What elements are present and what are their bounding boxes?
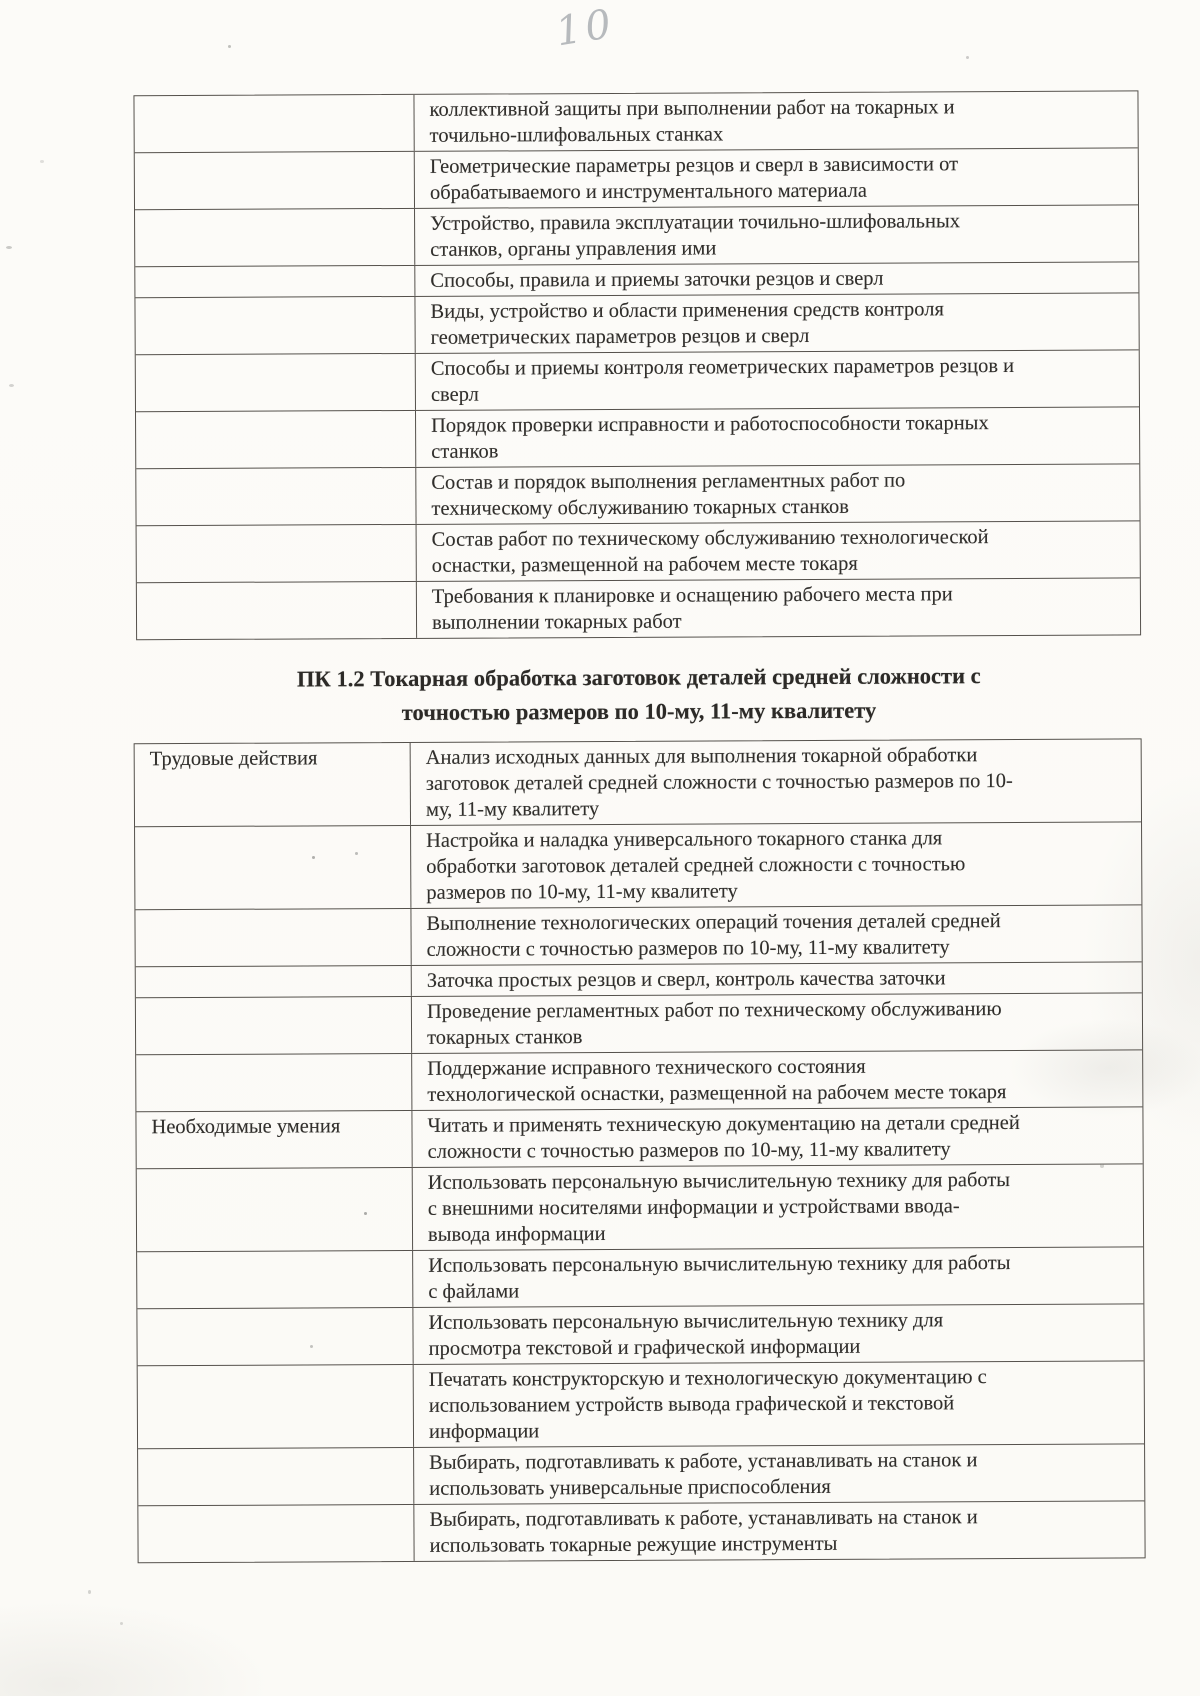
table-label-cell <box>135 909 411 966</box>
table-label-cell: Трудовые действия <box>135 743 411 826</box>
table-text-cell: Проведение регламентных работ по техническому обслуживанию токарных станков <box>426 998 1002 1049</box>
table-text-cell: Устройство, правила эксплуатации точильно-шлифовальных станков, органы управления ими <box>430 210 961 261</box>
table-label-cell <box>134 95 414 152</box>
table-label-cell <box>136 354 416 411</box>
table-text-cell: коллективной защиты при выполнении работ на токарных и точильно-шлифовальных станках <box>429 96 955 147</box>
table-row <box>136 1050 1142 1112</box>
table-text-cell: Требования к планировке и оснащению рабочего места при выполнении токарных работ <box>431 583 953 634</box>
table-label-cell <box>137 1251 413 1308</box>
table-label-cell <box>136 468 416 525</box>
table-row <box>136 962 1142 998</box>
table-text-cell: Использовать персональную вычислительную технику для просмотра текстовой и графической информации <box>428 1309 944 1360</box>
table-label-cell: Необходимые умения <box>136 1111 412 1168</box>
table-label-cell <box>137 1168 413 1251</box>
table-text-cell: Порядок проверки исправности и работоспособности токарных станков <box>431 412 989 463</box>
table-row <box>135 262 1138 298</box>
table-text-cell: Состав работ по техническому обслуживанию технологической оснастки, размещенной на рабочем месте токаря <box>431 526 989 577</box>
table-row <box>138 1444 1144 1506</box>
table-text-cell: Выбирать, подготавливать к работе, устанавливать на станок и использовать токарные режущие инструменты <box>429 1506 978 1557</box>
pk-1-2-table <box>134 738 1146 1563</box>
table-label-cell <box>137 525 417 582</box>
table-label-cell <box>135 297 415 354</box>
table-row <box>137 578 1140 639</box>
table-text-cell: Выполнение технологических операций точения деталей средней сложности с точностью размеров по 10-му, 11-му квалитету <box>426 910 1001 961</box>
table-row <box>134 91 1137 153</box>
table-label-cell <box>135 266 415 297</box>
table-row <box>136 993 1142 1055</box>
table-text-cell: Виды, устройство и области применения средств контроля геометрических параметров резцов и сверл <box>430 298 944 349</box>
table-label-cell <box>138 1448 414 1505</box>
table-row <box>135 205 1138 267</box>
table-row <box>135 905 1141 967</box>
table-label-cell <box>135 209 415 266</box>
table-row <box>135 148 1138 210</box>
table-label-cell <box>138 1365 414 1448</box>
table-label-cell <box>135 826 411 909</box>
table-row <box>137 521 1140 583</box>
handwritten-page-number: 10 <box>552 0 619 56</box>
table-label-cell <box>136 411 416 468</box>
table-row <box>136 1107 1142 1169</box>
table-text-cell: Использовать персональную вычислительную технику для работы с файлами <box>428 1251 1011 1303</box>
table-row <box>136 464 1139 526</box>
table-row <box>138 1361 1144 1449</box>
table-text-cell: Способы, правила и приемы заточки резцов и сверл <box>430 267 884 292</box>
table-text-cell: Использовать персональную вычислительную технику для работы с внешними носителями информации и устройствами ввода- вывода информации <box>427 1169 1011 1246</box>
table-label-cell <box>136 997 412 1054</box>
table-row <box>138 1501 1144 1562</box>
table-row <box>137 1164 1143 1252</box>
table-text-cell: Состав и порядок выполнения регламентных работ по техническому обслуживанию токарных станков <box>431 469 906 520</box>
table-row <box>136 350 1139 412</box>
table-row <box>135 822 1141 910</box>
table-text-cell: Поддержание исправного технического состояния технологической оснастки, размещенной на рабочем месте токаря <box>427 1055 1007 1106</box>
table-label-cell <box>137 1308 413 1365</box>
table-text-cell: Печатать конструкторскую и технологическую документацию с использованием устройств вывода графической и текстовой информации <box>428 1366 987 1443</box>
table-row <box>136 407 1139 469</box>
table-row <box>137 1304 1143 1366</box>
table-text-cell: Выбирать, подготавливать к работе, устанавливать на станок и использовать универсальные приспособления <box>429 1449 978 1500</box>
table-text-cell: Заточка простых резцов и сверл, контроль качества заточки <box>426 967 946 992</box>
table-label-cell <box>136 1054 412 1111</box>
table-label-cell <box>135 152 415 209</box>
table-label-cell <box>138 1505 414 1562</box>
knowledge-table-continued <box>133 90 1141 640</box>
table-text-cell: Анализ исходных данных для выполнения токарной обработки заготовок деталей средней сложности с точностью размеров по 10- му, 11-му квалитету <box>425 744 1013 821</box>
table-text-cell: Настройка и наладка универсального токарного станка для обработки заготовок деталей средней сложности с точностью размеров по 10-му, 11-му квалитету <box>426 827 966 904</box>
table-text-cell: Геометрические параметры резцов и сверл в зависимости от обрабатываемого и инструментального материала <box>429 153 959 204</box>
table-row <box>135 739 1141 827</box>
section-heading-pk-1-2: ПК 1.2 Токарная обработка заготовок деталей средней сложности с точностью размеров по 10-му, 11-му квалитету <box>296 663 981 725</box>
table-label-cell <box>137 582 417 639</box>
table-text-cell: Читать и применять техническую документацию на детали средней сложности с точностью размеров по 10-му, 11-му квалитету <box>427 1111 1020 1163</box>
table-row <box>137 1247 1143 1309</box>
table-row <box>135 293 1138 355</box>
table-label-cell <box>136 966 412 997</box>
table-text-cell: Способы и приемы контроля геометрических параметров резцов и сверл <box>430 354 1015 406</box>
